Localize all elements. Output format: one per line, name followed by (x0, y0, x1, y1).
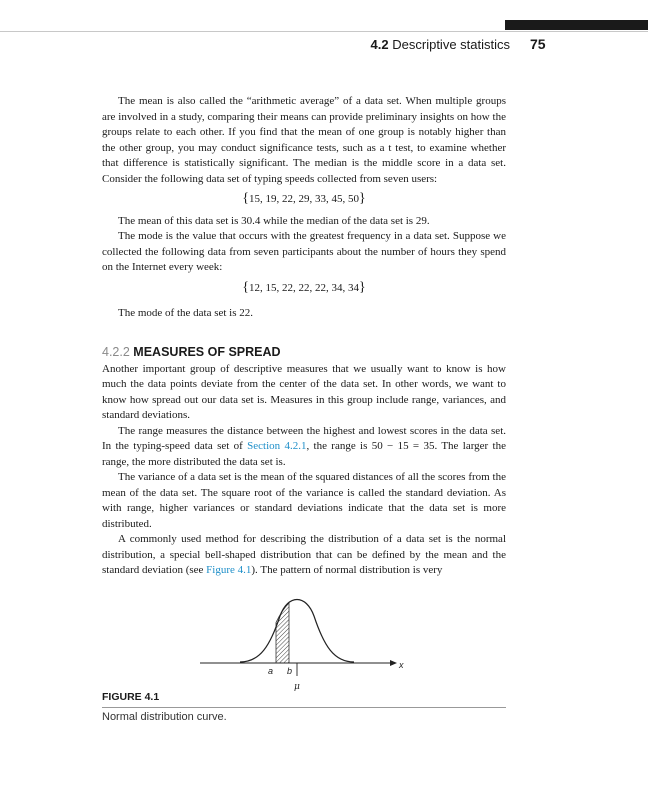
shaded-area-a-to-b (276, 603, 289, 663)
paragraph-mean-result: The mean of this data set is 30.4 while the median of the data set is 29. (118, 214, 430, 227)
running-head-section-title: Descriptive statistics (392, 37, 510, 52)
x-axis-arrow (390, 660, 397, 666)
figure-4-1-link[interactable]: Figure 4.1 (206, 564, 252, 576)
paragraph-spread: Another important group of descriptive measures that we usually want to know is how much the data points deviate from the center of the data set. In other words, we want to know how spread out our data set is. Measures in this group include range, variances, and standard deviations. (102, 362, 506, 421)
section-heading (102, 344, 506, 360)
figure-caption-rule (102, 707, 506, 708)
paragraph-normal-text-a: A commonly used method for describing the distribution of a data set is the normal distribution, a special bell-shaped distribution that can be defined by the mean and the standard deviation (see (102, 533, 506, 576)
section-heading-title: MEASURES OF SPREAD (133, 344, 281, 359)
paragraph-normal-distribution (102, 532, 506, 579)
dataset-internet-hours-values: 12, 15, 22, 22, 22, 34, 34 (249, 281, 359, 294)
header-rule (0, 31, 648, 32)
paragraph-range (102, 424, 506, 471)
paragraph-variance: The variance of a data set is the mean of the squared distances of all the scores from the mean of the data set. The square root of the variance is called the standard deviation. As with range, higher variances or standard deviations indicate that the data set is more distributed. (102, 471, 506, 530)
label-b: b (287, 666, 293, 676)
running-head-section-number: 4.2 (370, 37, 389, 52)
dataset-typing-speeds-values: 15, 19, 22, 29, 33, 45, 50 (249, 193, 359, 205)
label-x: x (399, 660, 404, 670)
figure-caption-text: Normal distribution curve. (102, 711, 227, 723)
bell-curve (240, 600, 354, 663)
figure-caption-label: FIGURE 4.1 (102, 691, 160, 703)
page-number: 75 (530, 36, 546, 52)
body-text (102, 94, 506, 579)
paragraph-normal-text-b: ). The pattern of normal distribution is very (251, 564, 443, 576)
running-head (330, 37, 510, 52)
label-a: a (268, 666, 274, 676)
paragraph-mode: The mode is the value that occurs with the greatest frequency in a data set. Suppose we collected the following data from seven participants about the number of hours they spend on the Internet every week: (102, 230, 506, 273)
section-4-2-1-link[interactable]: Section 4.2.1 (247, 440, 307, 452)
normal-distribution-figure (100, 596, 506, 696)
paragraph-range-text-a: The range measures the distance between the highest and lowest scores in the data set. In the typing-speed data set of (102, 424, 506, 452)
paragraph-range-text-b: , the range is 50 − 15 = 35. The larger the range, the more distributed the data set is. (102, 440, 506, 468)
header-bar (505, 20, 648, 30)
paragraph-mean: The mean is also called the “arithmetic average” of a data set. When multiple groups are involved in a study, comparing their means can provide preliminary insights on how the groups relate to each other. If you find that the mean of one group is notably higher than the other group, you may conduct significance tests, such as a t test, to examine whether that difference is statistically significant. The median is the middle score in a data set. Consider the following data set of typing speeds collected from seven users: (102, 95, 506, 185)
dataset-typing-speeds: {15, 19, 22, 29, 33, 45, 50} (242, 191, 366, 206)
paragraph-mode-result: The mode of the data set is 22. (118, 307, 254, 319)
dataset-internet-hours: {12, 15, 22, 22, 22, 34, 34} (242, 279, 366, 295)
label-mu: μ (294, 682, 300, 692)
section-heading-number: 4.2.2 (102, 344, 130, 359)
